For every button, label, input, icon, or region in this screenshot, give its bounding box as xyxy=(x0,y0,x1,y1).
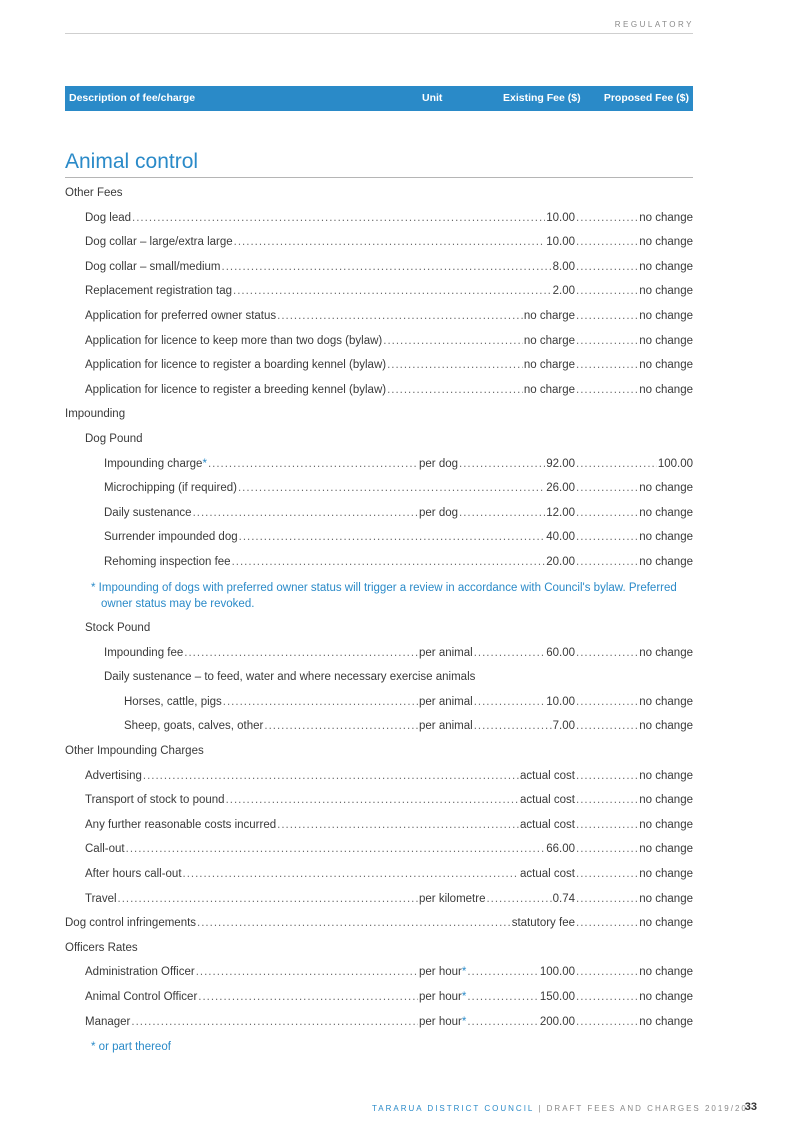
group-heading-label: Other Impounding Charges xyxy=(65,744,204,757)
footer xyxy=(372,1104,748,1113)
group-heading xyxy=(0,404,797,424)
dot-leader xyxy=(184,643,418,663)
table-row xyxy=(0,1012,797,1032)
dot-leader xyxy=(576,864,638,884)
existing-fee: 20.00 xyxy=(546,556,575,568)
group-heading-label: Officers Rates xyxy=(65,941,138,954)
dot-leader xyxy=(277,306,523,326)
dot-leader xyxy=(131,1012,418,1032)
fee-unit: per hour xyxy=(419,966,462,979)
dot-leader xyxy=(226,790,519,810)
section-label: REGULATORY xyxy=(614,20,694,29)
fee-description: Replacement registration tag xyxy=(85,285,233,298)
table-row xyxy=(0,815,797,835)
dot-leader xyxy=(576,643,638,663)
proposed-fee-cell xyxy=(575,889,693,909)
proposed-fee: no change xyxy=(639,966,693,979)
fee-description: Application for licence to register a breeding kennel (bylaw) xyxy=(85,383,387,396)
fee-description-cell xyxy=(85,987,419,1007)
proposed-fee-cell xyxy=(575,208,693,228)
existing-fee: 8.00 xyxy=(552,260,575,273)
fee-description-cell xyxy=(85,257,575,277)
proposed-fee: no change xyxy=(639,818,693,831)
dot-leader xyxy=(576,281,638,301)
proposed-fee-cell xyxy=(575,478,693,498)
fee-description: After hours call-out xyxy=(85,867,182,880)
proposed-fee-cell xyxy=(575,692,693,712)
existing-fee: actual cost xyxy=(520,769,575,782)
existing-fee: 100.00 xyxy=(539,966,575,979)
dot-leader xyxy=(576,790,638,810)
existing-fee: 0.74 xyxy=(552,892,575,905)
proposed-fee: no change xyxy=(639,285,693,298)
proposed-fee: no change xyxy=(639,794,693,807)
unit-cell xyxy=(419,889,575,909)
fee-unit: per animal xyxy=(419,695,473,708)
existing-fee: 10.00 xyxy=(546,211,575,224)
proposed-fee: no change xyxy=(639,769,693,782)
fee-unit: per hour xyxy=(419,990,462,1003)
existing-fee: actual cost xyxy=(520,818,575,831)
dot-leader xyxy=(126,839,546,859)
dot-leader xyxy=(234,232,546,252)
fee-description-cell xyxy=(85,232,575,252)
fee-description: Travel xyxy=(85,892,117,905)
fee-description: Surrender impounded dog xyxy=(104,531,238,544)
header-unit: Unit xyxy=(422,92,443,104)
proposed-fee-cell xyxy=(575,987,693,1007)
proposed-fee: no change xyxy=(639,646,693,659)
section-divider xyxy=(65,177,693,178)
asterisk: * xyxy=(461,990,467,1003)
table-row xyxy=(0,257,797,277)
dot-leader xyxy=(459,454,545,474)
dot-leader xyxy=(576,355,638,375)
existing-fee: 92.00 xyxy=(546,457,575,470)
fee-description-cell xyxy=(85,281,575,301)
unit-cell xyxy=(419,716,575,736)
dot-leader xyxy=(576,1012,638,1032)
table-row xyxy=(0,208,797,228)
fee-description-cell xyxy=(104,552,575,572)
proposed-fee: 100.00 xyxy=(657,457,693,470)
proposed-fee-cell xyxy=(575,815,693,835)
proposed-fee: no change xyxy=(639,556,693,568)
dot-leader xyxy=(576,889,638,909)
fee-description: Daily sustenance xyxy=(104,506,192,519)
table-row xyxy=(0,355,797,375)
dot-leader xyxy=(238,478,545,498)
unit-cell xyxy=(419,962,575,982)
fee-unit: per animal xyxy=(419,646,473,659)
group-heading xyxy=(0,618,797,638)
proposed-fee: no change xyxy=(639,260,693,273)
fee-unit: per dog xyxy=(419,506,459,519)
top-divider xyxy=(65,33,693,34)
proposed-fee-cell xyxy=(575,257,693,277)
dot-leader xyxy=(576,766,638,786)
proposed-fee-cell xyxy=(575,552,693,572)
existing-fee: 40.00 xyxy=(546,531,575,544)
proposed-fee: no change xyxy=(639,867,693,880)
fee-description: Application for licence to keep more than two dogs (bylaw) xyxy=(85,334,383,347)
footnote: * Impounding of dogs with preferred owner status will trigger a review in accordance with Council's bylaw. Preferred owner status may be revoked. xyxy=(91,581,677,610)
proposed-fee-cell xyxy=(575,864,693,884)
dot-leader xyxy=(576,815,638,835)
table-row xyxy=(0,889,797,909)
table-row xyxy=(0,692,797,712)
existing-fee: 150.00 xyxy=(539,990,575,1003)
table-row xyxy=(0,790,797,810)
proposed-fee: no change xyxy=(639,310,693,322)
dot-leader xyxy=(467,962,538,982)
table-row xyxy=(0,643,797,663)
dot-leader xyxy=(486,889,551,909)
dot-leader xyxy=(383,331,523,351)
existing-fee: actual cost xyxy=(520,867,575,880)
table-row xyxy=(0,380,797,400)
unit-cell xyxy=(419,643,575,663)
dot-leader xyxy=(467,987,538,1007)
dot-leader xyxy=(223,692,418,712)
dot-leader xyxy=(198,987,418,1007)
group-heading xyxy=(0,938,797,958)
fee-description: Transport of stock to pound xyxy=(85,794,225,807)
dot-leader xyxy=(474,643,546,663)
fee-description: Advertising xyxy=(85,769,142,782)
proposed-fee-cell xyxy=(575,962,693,982)
proposed-fee: no change xyxy=(639,236,693,249)
header-proposed-fee: Proposed Fee ($) xyxy=(603,92,689,104)
dot-leader xyxy=(132,208,545,228)
table-row xyxy=(0,281,797,301)
asterisk: * xyxy=(202,457,207,470)
proposed-fee: no change xyxy=(639,359,693,372)
table-row xyxy=(0,552,797,572)
fee-description: Application for preferred owner status xyxy=(85,310,277,322)
fee-description: Dog lead xyxy=(85,211,132,224)
unit-cell xyxy=(419,987,575,1007)
existing-fee: no charge xyxy=(523,334,575,347)
dot-leader xyxy=(576,257,638,277)
existing-fee: 60.00 xyxy=(546,646,575,659)
proposed-fee: no change xyxy=(639,211,693,224)
proposed-fee-cell xyxy=(575,380,693,400)
dot-leader xyxy=(576,692,638,712)
dot-leader xyxy=(387,380,523,400)
table-row xyxy=(0,716,797,736)
dot-leader xyxy=(576,552,638,572)
group-heading xyxy=(0,183,797,203)
dot-leader xyxy=(576,962,638,982)
dot-leader xyxy=(576,913,638,933)
proposed-fee-cell xyxy=(575,913,693,933)
dot-leader xyxy=(197,913,511,933)
proposed-fee: no change xyxy=(639,843,693,856)
table-row xyxy=(0,527,797,547)
dot-leader xyxy=(232,552,546,572)
dot-leader xyxy=(143,766,519,786)
fee-unit: per hour xyxy=(419,1015,462,1028)
dot-leader xyxy=(387,355,523,375)
proposed-fee-cell xyxy=(575,331,693,351)
proposed-fee: no change xyxy=(639,334,693,347)
fee-description: Animal Control Officer xyxy=(85,990,198,1003)
existing-fee: 12.00 xyxy=(546,506,575,519)
fee-description-cell xyxy=(65,913,575,933)
fee-description: Dog control infringements xyxy=(65,917,197,930)
existing-fee: 7.00 xyxy=(552,720,575,733)
table-row xyxy=(0,839,797,859)
fee-description: Rehoming inspection fee xyxy=(104,556,231,568)
group-heading xyxy=(0,667,797,687)
dot-leader xyxy=(576,306,638,326)
dot-leader xyxy=(576,232,638,252)
page-number: 33 xyxy=(744,1101,757,1113)
table-row xyxy=(0,306,797,326)
fee-description: Sheep, goats, calves, other xyxy=(124,720,264,733)
existing-fee: no charge xyxy=(523,310,575,322)
dot-leader xyxy=(264,716,418,736)
fee-description: Application for licence to register a boarding kennel (bylaw) xyxy=(85,359,387,372)
table-row xyxy=(0,454,797,474)
fee-description: Dog collar – large/extra large xyxy=(85,236,233,249)
footnote: * or part thereof xyxy=(91,1041,171,1054)
fee-description-cell xyxy=(104,454,419,474)
existing-fee: 66.00 xyxy=(546,843,575,856)
dot-leader xyxy=(196,962,418,982)
dot-leader xyxy=(576,839,638,859)
unit-cell xyxy=(419,692,575,712)
proposed-fee: no change xyxy=(639,482,693,495)
dot-leader xyxy=(576,380,638,400)
fee-description: Impounding fee xyxy=(104,646,184,659)
dot-leader xyxy=(233,281,552,301)
fee-description-cell xyxy=(85,962,419,982)
existing-fee: actual cost xyxy=(520,794,575,807)
dot-leader xyxy=(576,478,638,498)
group-heading xyxy=(0,429,797,449)
fee-description: Call-out xyxy=(85,843,125,856)
footer-council: TARARUA DISTRICT COUNCIL xyxy=(372,1104,535,1113)
proposed-fee-cell xyxy=(575,839,693,859)
existing-fee: no charge xyxy=(523,359,575,372)
fee-unit: per dog xyxy=(419,457,459,470)
asterisk: * xyxy=(461,966,467,979)
group-heading-label: Impounding xyxy=(65,408,126,421)
fee-description-cell xyxy=(85,208,575,228)
proposed-fee-cell xyxy=(575,454,693,474)
existing-fee: no charge xyxy=(523,383,575,396)
proposed-fee: no change xyxy=(639,506,693,519)
proposed-fee: no change xyxy=(639,892,693,905)
fee-description-cell xyxy=(85,864,575,884)
dot-leader xyxy=(576,208,638,228)
proposed-fee-cell xyxy=(575,355,693,375)
fee-description-cell xyxy=(104,527,575,547)
dot-leader xyxy=(474,692,546,712)
unit-cell xyxy=(419,454,575,474)
dot-leader xyxy=(576,987,638,1007)
table-row xyxy=(0,766,797,786)
table-row xyxy=(0,331,797,351)
fee-unit: per kilometre xyxy=(419,892,486,905)
fee-description-cell xyxy=(85,331,575,351)
existing-fee: 2.00 xyxy=(552,285,575,298)
existing-fee: 200.00 xyxy=(539,1015,575,1028)
fee-description-cell xyxy=(104,643,419,663)
section-title: Animal control xyxy=(65,150,199,173)
table-row xyxy=(0,232,797,252)
fee-description-cell xyxy=(85,790,575,810)
table-row xyxy=(0,864,797,884)
dot-leader xyxy=(239,527,546,547)
dot-leader xyxy=(576,331,638,351)
dot-leader xyxy=(576,527,638,547)
fee-description-cell xyxy=(124,692,419,712)
table-header xyxy=(65,86,693,111)
unit-cell xyxy=(419,503,575,523)
proposed-fee: no change xyxy=(639,917,693,930)
dot-leader xyxy=(467,1012,538,1032)
proposed-fee-cell xyxy=(575,766,693,786)
dot-leader xyxy=(459,503,545,523)
header-description: Description of fee/charge xyxy=(69,92,196,104)
header-existing-fee: Existing Fee ($) xyxy=(503,92,581,104)
dot-leader xyxy=(576,454,657,474)
fee-description-cell xyxy=(85,1012,419,1032)
proposed-fee-cell xyxy=(575,503,693,523)
fee-description-cell xyxy=(124,716,419,736)
existing-fee: 10.00 xyxy=(546,236,575,249)
fee-description: Microchipping (if required) xyxy=(104,482,237,495)
fee-description: Horses, cattle, pigs xyxy=(124,695,222,708)
proposed-fee: no change xyxy=(639,990,693,1003)
dot-leader xyxy=(277,815,519,835)
fee-description-cell xyxy=(85,306,575,326)
proposed-fee: no change xyxy=(639,383,693,396)
fee-description: Impounding charge xyxy=(104,457,203,470)
group-heading-label: Stock Pound xyxy=(85,621,151,634)
dot-leader xyxy=(193,503,418,523)
table-row xyxy=(0,503,797,523)
fee-description: Dog collar – small/medium xyxy=(85,260,221,273)
fee-description-cell xyxy=(85,355,575,375)
proposed-fee-cell xyxy=(575,281,693,301)
fee-description-cell xyxy=(104,503,419,523)
proposed-fee: no change xyxy=(639,695,693,708)
proposed-fee-cell xyxy=(575,306,693,326)
fee-description-cell xyxy=(104,478,575,498)
existing-fee: statutory fee xyxy=(511,917,575,930)
group-heading xyxy=(0,741,797,761)
existing-fee: 10.00 xyxy=(546,695,575,708)
proposed-fee-cell xyxy=(575,527,693,547)
dot-leader xyxy=(576,716,638,736)
unit-cell xyxy=(419,1012,575,1032)
group-heading-label: Daily sustenance – to feed, water and where necessary exercise animals xyxy=(104,671,476,684)
asterisk: * xyxy=(461,1015,467,1028)
fee-description-cell xyxy=(85,766,575,786)
fee-description: Any further reasonable costs incurred xyxy=(85,818,277,831)
footer-separator: | xyxy=(538,1104,543,1113)
proposed-fee-cell xyxy=(575,232,693,252)
proposed-fee: no change xyxy=(639,1015,693,1028)
existing-fee: 26.00 xyxy=(546,482,575,495)
proposed-fee-cell xyxy=(575,716,693,736)
fee-description-cell xyxy=(85,815,575,835)
table-row xyxy=(0,913,797,933)
proposed-fee-cell xyxy=(575,790,693,810)
footer-document: DRAFT FEES AND CHARGES 2019/20 xyxy=(546,1104,748,1113)
table-row xyxy=(0,962,797,982)
fee-description-cell xyxy=(85,889,419,909)
proposed-fee: no change xyxy=(639,720,693,733)
proposed-fee-cell xyxy=(575,1012,693,1032)
fee-description: Administration Officer xyxy=(85,966,195,979)
dot-leader xyxy=(576,503,638,523)
dot-leader xyxy=(118,889,418,909)
group-heading-label: Other Fees xyxy=(65,187,123,199)
table-row xyxy=(0,478,797,498)
fee-description-cell xyxy=(85,839,575,859)
proposed-fee: no change xyxy=(639,531,693,544)
proposed-fee-cell xyxy=(575,643,693,663)
group-heading-label: Dog Pound xyxy=(85,433,143,445)
dot-leader xyxy=(474,716,552,736)
table-row xyxy=(0,987,797,1007)
dot-leader xyxy=(222,257,552,277)
dot-leader xyxy=(208,454,418,474)
dot-leader xyxy=(183,864,520,884)
fee-unit: per animal xyxy=(419,720,473,733)
fee-description-cell xyxy=(85,380,575,400)
fee-description: Manager xyxy=(85,1015,131,1028)
